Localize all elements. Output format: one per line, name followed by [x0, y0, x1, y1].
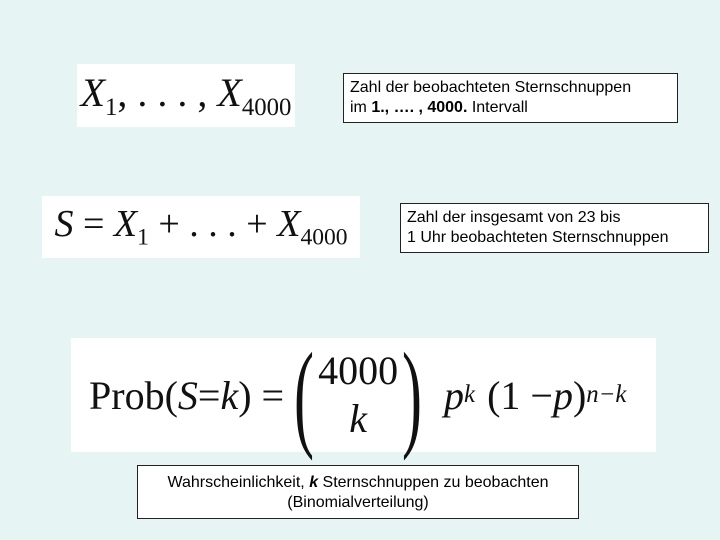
left-paren: (: [294, 328, 315, 461]
formula-sum: $S = X_1$ + . . . + $X_{4000}$: [42, 196, 360, 258]
note-total-count: Zahl der insgesamt von 23 bis 1 Uhr beobachteten Sternschnuppen: [400, 203, 709, 253]
note-observed-counts: Zahl der beobachteten Sternschnuppen im 1., …. , 4000. Intervall: [343, 73, 678, 123]
formula-random-variables: $X_1$, . . . , $X_{4000}$: [77, 64, 295, 127]
note-probability: Wahrscheinlichkeit, k Sternschnuppen zu beobachten (Binomialverteilung): [137, 465, 579, 519]
binomial-coefficient: 4000 k: [318, 348, 399, 441]
right-paren: ): [402, 328, 423, 461]
formula-binomial: Prob( S = k ) = ( 4000 k ) p k (1 − p ) n−k: [71, 338, 656, 452]
